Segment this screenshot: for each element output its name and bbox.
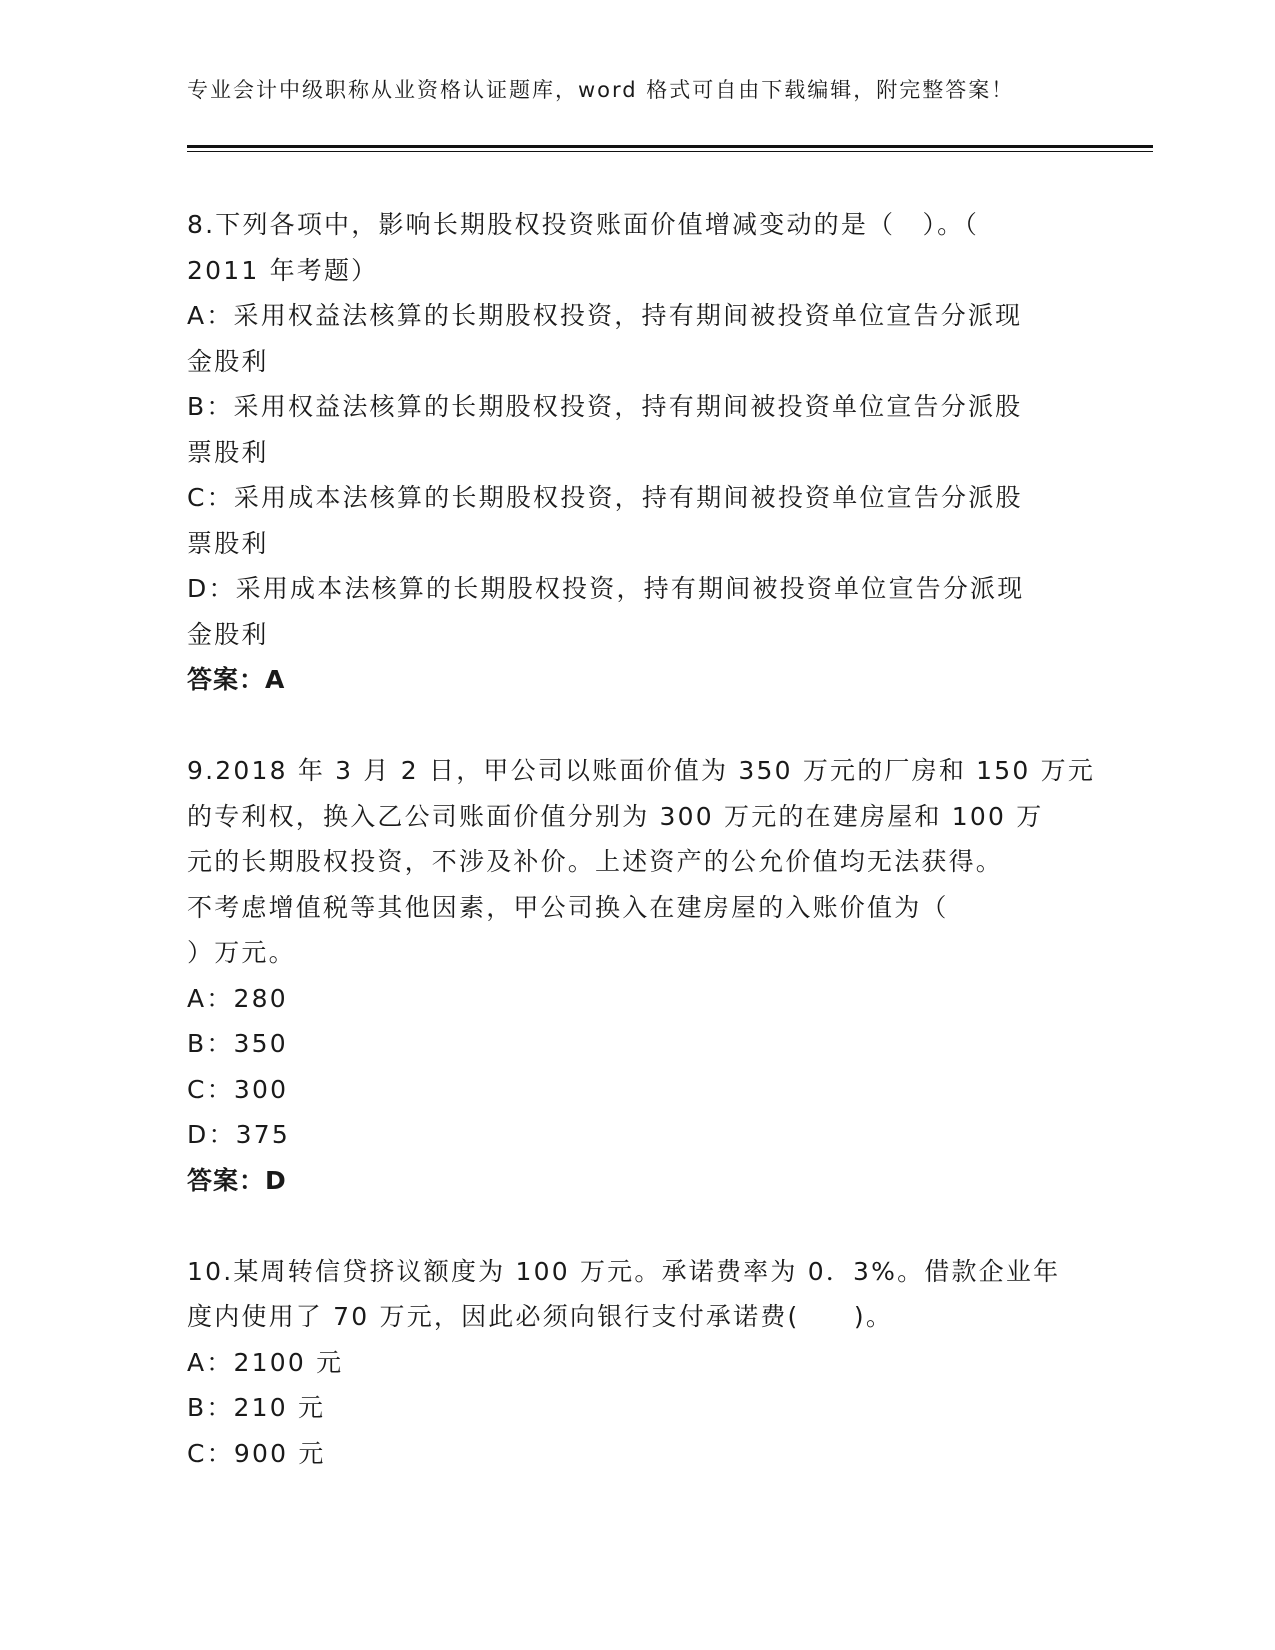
option-text: C：采用成本法核算的长期股权投资，持有期间被投资单位宣告分派股	[187, 483, 1023, 512]
option-text: 金股利	[187, 619, 269, 649]
question-8	[187, 202, 1087, 703]
question-text: 不考虑增值税等其他因素，甲公司换入在建房屋的入账价值为（	[187, 892, 949, 922]
option-text: 票股利	[187, 437, 269, 467]
option-c: C：900 元	[187, 1438, 326, 1468]
question-text: 8.下列各项中，影响长期股权投资账面价值增减变动的是（ ）。（	[187, 210, 980, 239]
option-text: 金股利	[187, 346, 269, 376]
option-b: B：210 元	[187, 1393, 326, 1422]
question-list	[187, 202, 1096, 1476]
answer: 答案：D	[187, 1165, 287, 1195]
question-9	[187, 748, 1096, 1203]
question-text: ）万元。	[187, 938, 296, 967]
page-header: 专业会计中级职称从业资格认证题库，word 格式可自由下载编辑，附完整答案！	[187, 78, 1015, 102]
option-text: D：采用成本法核算的长期股权投资，持有期间被投资单位宣告分派现	[187, 574, 1025, 603]
question-text: 9.2018 年 3 月 2 日，甲公司以账面价值为 350 万元的厂房和 150 万元	[187, 756, 1096, 785]
option-text: B：采用权益法核算的长期股权投资，持有期间被投资单位宣告分派股	[187, 392, 1023, 421]
question-text: 度内使用了 70 万元，因此必须向银行支付承诺费( )。	[187, 1302, 894, 1331]
question-text: 的专利权，换入乙公司账面价值分别为 300 万元的在建房屋和 100 万	[187, 801, 1044, 831]
option-d: D：375	[187, 1120, 290, 1149]
answer: 答案：A	[187, 665, 286, 694]
option-b	[187, 384, 1087, 475]
question-text: 2011 年考题）	[187, 255, 379, 285]
question-10	[187, 1249, 1087, 1477]
header-rule-thick	[187, 145, 1153, 148]
option-b: B：350	[187, 1029, 288, 1058]
option-d	[187, 566, 1087, 657]
option-a: A：2100 元	[187, 1347, 344, 1377]
question-text: 元的长期股权投资，不涉及补价。上述资产的公允价值均无法获得。	[187, 847, 1004, 876]
option-text: 票股利	[187, 528, 269, 558]
spacer	[187, 703, 1087, 749]
question-text: 10.某周转信贷挤议额度为 100 万元。承诺费率为 0．3%。借款企业年	[187, 1256, 1061, 1286]
option-c	[187, 475, 1087, 566]
option-a: A：280	[187, 983, 288, 1013]
spacer	[187, 1203, 1087, 1249]
header-rule-thin	[187, 151, 1153, 152]
option-c: C：300	[187, 1074, 289, 1104]
option-a	[187, 293, 1087, 384]
option-text: A：采用权益法核算的长期股权投资，持有期间被投资单位宣告分派现	[187, 301, 1023, 330]
